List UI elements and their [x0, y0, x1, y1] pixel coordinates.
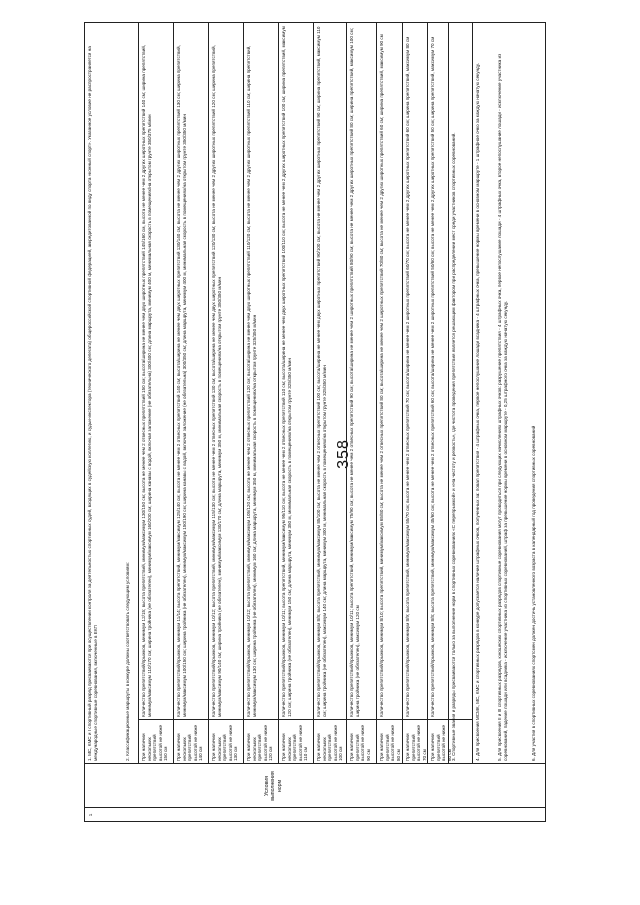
criteria-label: При наличии препятствий высотой не ниже 90 см	[349, 724, 371, 761]
row-divider	[208, 22, 209, 764]
rotated-table	[84, 22, 546, 822]
criteria-text: Количество препятствий/прыжков, минимум 8/9; высота препятствий, минимум/максимум 55/70 см; высота не менее чем 2 отвесных препятствий 70 см; высота/ширина не менее чем 2 широтных препятствий 60/70 см; высота не менее чем 2 других широтных препятствий 60 см; ширина препятствий, максимум 80 см	[405, 36, 410, 717]
criteria-text: Количество препятствий/прыжков, минимум 10/12; высота препятствий, минимум/максимум 105/120 см; высота не менее чем 2 отвесных препятствий 120 см; высота/ширина не менее чем двух широтных препятствий 110/120 см; высота не менее чем 2 других широтных препятствий 110 см; ширина препятствий, минимум/максимум 130 см; ширина тройника (не обязателен), минимум 160 см; длина маршрута, минимум 350 м, минимальная скорость в помещениях/на открытом грунте 325/350 м/мин	[246, 45, 257, 717]
criteria-label: При наличии нескольких препятствий высотой не ниже 100 см	[316, 724, 344, 761]
criteria-label: При наличии препятствий высотой не ниже 80 см	[379, 724, 401, 761]
row-number: 1	[88, 813, 93, 817]
row-divider	[448, 22, 449, 764]
footnote: 6. Для участия в спортивных соревнованиях спортсмен должен достичь установленного возраста в календарный год проведения спортивных соревнований	[531, 425, 536, 761]
column-divider	[84, 763, 546, 764]
row-divider	[243, 22, 244, 764]
criteria-text: Количество препятствий/прыжков, минимум 8/10; высота препятствий, минимум/максимум 65/80 см; высота не менее чем 2 отвесных препятствий 80 см; высота/ширина не менее чем 2 широтных препятствий 70/80 см; высота не менее чем 2 других широтных препятствий 60 см; ширина препятствий, максимум 90 см	[379, 34, 384, 717]
row-divider	[278, 22, 279, 764]
criteria-label: При наличии нескольких препятствий высотой не ниже 150 см	[141, 724, 169, 761]
section-label: Условия выполнения норм	[264, 771, 283, 801]
criteria-label: При наличии нескольких препятствий высотой не ниже 120 см	[246, 724, 274, 761]
condition-text: 2. Классификационные маршруты в конкуре должны соответствовать следующим условиям:	[125, 562, 130, 761]
criteria-text: Количество препятствий/прыжков, минимум 10/12; высота препятствий, минимум/максимум 115/130 см; высота не менее чем 2 отвесных препятствий 130 см; высота/ширина не менее чем двух широтных препятствий 120/130 см; высота не менее чем 2 других широтных препятствий 120 см; ширина препятствий, минимум/максимум 90/140 см; ширина тройника (не обязателен), минимум/максимум 130/170 см; длина маршрута, минимум 350 м, минимальная скорость в помещениях/на открытом грунте 350/350 м/мин	[211, 45, 222, 717]
criteria-label: При наличии нескольких препятствий высотой не ниже 140 см	[176, 724, 204, 761]
row-divider	[376, 22, 377, 764]
criteria-text: Количество препятствий/прыжков, минимум 11/14; высота препятствий, минимум/максимум 125/140 см; высота не менее чем 2 отвесных препятствий 140 см; высота/ширина не менее чем двух широтных препятствий 130/140 см; высота не менее чем 2 других широтных препятствий 130 см; ширина препятствий, минимум/максимум 100/150 см; ширина тройника (не обязателен), минимум/максимум 150/190 см; ширина канавы с водой, включая заложение (не обязательна) 300/350 см; длина маршрута, минимум 400 м, минимальная скорость в помещениях/на открытом грунте 350/350 м/мин	[176, 45, 187, 717]
criteria-label: При наличии препятствий высотой не ниже 70 см	[405, 724, 427, 761]
row-divider	[173, 22, 174, 764]
footnote: 4. Для присвоения МСМК, МС, КМС и спортивных разрядов в конкуре допускается наличие штрафных очков, полученных за: повал препятствия - 4 штрафных очка, первое непослушание лошади всадника - 4 штрафных очка, превышение нормы времени в основном маршруте - 1 штрафное очко за каждую начатую секунду.	[475, 63, 480, 761]
criteria-text: Количество препятствий/прыжков, минимум 10/11; высота препятствий, минимум/максимум 75/90 см; высота не менее чем 2 отвесных препятствий 90 см; высота/ширина не менее чем 2 широтных препятствий 80/90 см; высота не менее чем 2 других широтных препятствий 80 см; ширина препятствий, максимум 100 см; ширина тройника (не обязателен), максимум 120 см	[349, 28, 360, 717]
criteria-label: При наличии препятствий высотой не ниже 60 см	[430, 724, 452, 761]
criteria-label: При наличии нескольких препятствий высотой не ниже 130 см	[211, 724, 239, 761]
row-divider	[138, 22, 139, 764]
criteria-text: Количество препятствий/прыжков, минимум 8/8; высота препятствий, минимум/максимум 85/100 см; высота не менее чем 2 отвесных препятствий 100 см; высота/ширина не менее чем двух широтных препятствий 90/100 см; высота не менее чем 2 других широтных препятствий 90 см; ширина препятствий, максимум 110 см; ширина тройника (не обязателен), максимум 140 см; длина маршрута, минимум 300 м, минимальная скорость в помещениях/на открытом грунте 325/350 м/мин	[316, 26, 327, 717]
row-divider	[472, 22, 473, 764]
criteria-text: Количество препятствий/прыжков, минимум 12/15; высота препятствий, минимум/максимум 130/150 см; высота не менее чем 2 отвесных препятствий 150 см; высота/ширина не менее чем двух широтных препятствий 145/160 см, высота не менее чем 2 других широтных препятствий 140 см; ширина препятствий, минимум/максимум 110/170 см; ширина тройника (не обязателен), минимум/максимум 160/200 см; ширина канавы с водой, включая заложение (не обязательна) 300/400 см; длина маршрута, минимум 400 м, минимальная скорость в помещениях/на открытом грунте 350/375 м/мин	[141, 44, 152, 717]
row-divider	[402, 22, 403, 764]
row-divider	[313, 22, 314, 764]
criteria-label: При наличии нескольких препятствий высотой не ниже 110 см	[281, 724, 309, 761]
column-divider	[138, 719, 472, 720]
page-number: 358	[335, 439, 352, 469]
criteria-text: Количество препятствий/прыжков, минимум 10/11; высота препятствий, минимум/максимум 95/110 см; высота не менее чем 2 отвесных препятствий 110 см; высота/ширина не менее чем двух широтных препятствий 100/110 см; высота не менее чем 2 других широтных препятствий 100 см; ширина препятствий, максимум 120 см; ширина тройника (не обязателен), минимум 150 см; длина маршрута, минимум 350 м, минимальная скорость в помещениях/на открытом грунте 325/350 м/мин	[281, 26, 292, 717]
footnote: 5. Для присвоения II и III спортивных разрядов, юношеских спортивных разрядов спортивные соревнования могут проводиться при следующих начислениях штрафных очков: разрушение препятствия - 4 штрафных очка, первое непослушание лошади - 4 штрафных очка, второе непослушание лошади - исключение участника из соревнований, падение лошади или всадника - исключение участника из спортивных соревнований, штраф за превышение нормы времени в основном маршруте - 0,25 штрафного очка за каждую начатую секунду.	[497, 53, 508, 761]
footnote: 3. Спортивные звания и разряды присваиваются только за выполнение норм в спортивных соревнованиях «С перепрыжкой» и «На чистоту и резвость», где чистота проведения препятствия является решающим фактором при распределении мест среди участников спортивных соревнований.	[451, 132, 456, 761]
condition-text: 1. МС, КМС и I спортивный разряд присваиваются при осуществлении контроля за деятельностью спортивных судей, входящих в судейскую коллегию, и судьи-инспектора (технического делегата) общероссийской спортивной федерацией, аккредитованной по виду спорта «конный спорт». Указанное условие не распространяется на международные спортивные соревнования, включенные в ЕКП	[87, 46, 98, 761]
row-divider	[346, 22, 347, 764]
criteria-text: Количество препятствий/прыжков, минимум 8/8; высота препятствий, минимум/максимум 45/60 см; высота не менее чем 2 отвесных препятствий 60 см; высота/ширина не менее чем 2 широтных препятствий 50/60 см; высота не менее чем 2 других широтных препятствий 50 см; ширина препятствий, максимум 70 см	[430, 36, 435, 717]
row-divider	[427, 22, 428, 764]
column-divider	[84, 807, 546, 808]
